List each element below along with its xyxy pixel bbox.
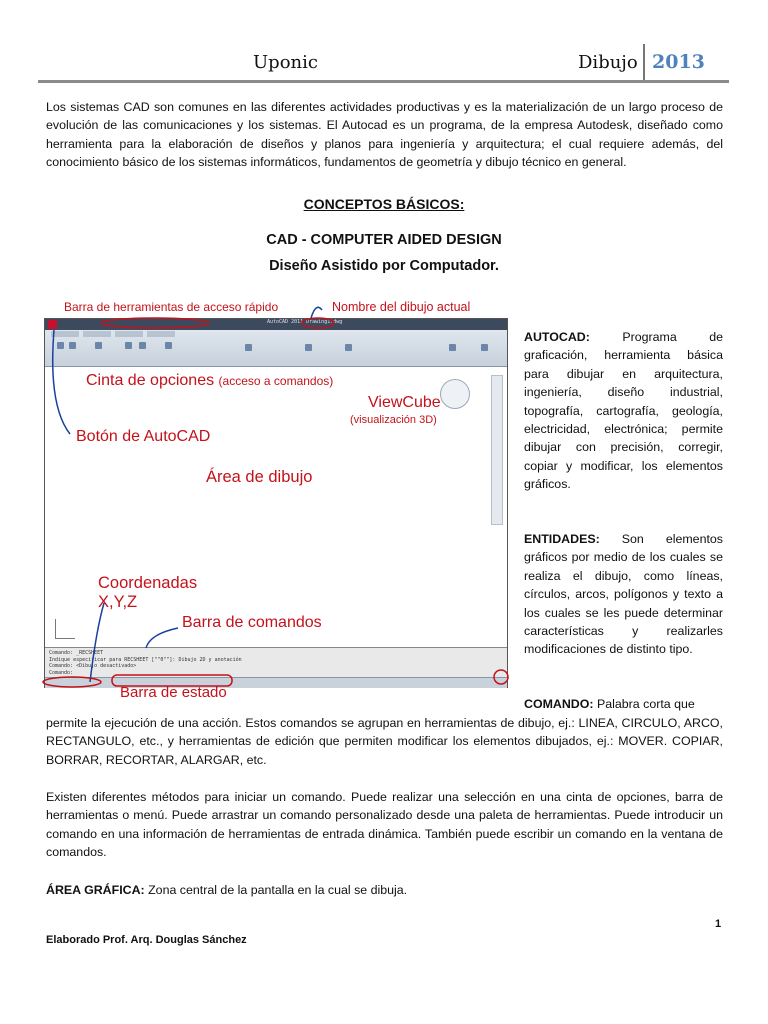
comando-paragraph-start: COMANDO: Palabra corta que xyxy=(524,697,695,711)
corner-oval xyxy=(494,670,508,684)
label-barra-estado: Barra de estado xyxy=(120,684,227,701)
area-grafica-paragraph: ÁREA GRÁFICA: Zona central de la pantalla en la cual se dibuja. xyxy=(46,883,408,897)
command-line: Comando: xyxy=(49,669,74,676)
page-number: 1 xyxy=(715,918,722,930)
label-area-dibujo: Área de dibujo xyxy=(206,468,313,486)
metodos-paragraph: Existen diferentes métodos para iniciar un comando. Puede realizar una selección en una cinta de opciones, barra de herramientas o menú. Puede arrastrar un comando personalizado desde una paleta de herramientas. Puede introducir un comando en una información de herramientas de entrada dinámica. También puede escribir un comando en la ventana de comandos. xyxy=(46,790,723,860)
titlebar-text: AutoCAD 2011 Drawing1.dwg xyxy=(267,319,343,325)
footer-author: Elaborado Prof. Arq. Douglas Sánchez xyxy=(46,934,247,946)
heading-diseno: Diseño Asistido por Computador. xyxy=(269,258,499,274)
entidades-paragraph: ENTIDADES: Son elementos gráficos por medio de los cuales se realiza el dibujo, como líneas, círculos, arcos, polígonos y texto a los cuales se les puede determinar características y realizarles modificaciones de distinto tipo. xyxy=(524,532,723,657)
command-line: Comando: _RECSHEET xyxy=(49,650,104,656)
quick-access-oval xyxy=(101,318,209,328)
autocad-interface-figure xyxy=(40,296,510,700)
header-divider xyxy=(643,44,645,82)
header-year: 2013 xyxy=(652,51,705,73)
label-viewcube: ViewCube xyxy=(368,394,441,411)
label-nombre-dibujo: Nombre del dibujo actual xyxy=(332,300,471,314)
comando-paragraph-rest: permite la ejecución de una acción. Estos comandos se agrupan en herramientas de dibujo, ej.: LINEA, CIRCULO, ARCO, RECTANGULO, etc., y herramientas de edición que permiten modificar los elementos dibujados, ej.: MOVER. COPIAR, BORRAR, RECORTAR, ALARGAR, etc. xyxy=(46,716,723,767)
label-cinta: Cinta de opciones (acceso a comandos) xyxy=(86,372,334,389)
autocad-paragraph: AUTOCAD: Programa de graficación, herramienta básica para dibujar en arquitectura, ingeniería, diseño industrial, topografía, cartografía, geología, electricidad, electrónica; permite dibujar con precisión, corregir, copiar y modificar, los elementos gráficos. xyxy=(524,330,723,492)
command-line: Comando: <Dibujo desactivado> xyxy=(49,663,137,669)
label-barra-comandos: Barra de comandos xyxy=(182,614,322,631)
label-viewcube-sub: (visualización 3D) xyxy=(350,414,437,426)
coordinates-oval xyxy=(43,677,101,687)
header-rule xyxy=(38,80,729,83)
heading-conceptos: CONCEPTOS BÁSICOS: xyxy=(303,196,465,212)
header-right-title: Dibujo xyxy=(578,52,638,73)
coordinates-arrow xyxy=(90,603,104,682)
drawing-name-oval xyxy=(302,318,334,328)
header-left-title: Uponic xyxy=(253,52,318,73)
command-line: Indique especificar para RECSHEET [""0""]: Dibujo 2D y anotación xyxy=(49,656,242,663)
annotation-overlay xyxy=(40,296,510,700)
heading-cad: CAD - COMPUTER AIDED DESIGN xyxy=(266,232,502,248)
intro-paragraph: Los sistemas CAD son comunes en las diferentes actividades productivas y es la materialización de un largo proceso de evolución de las comunicaciones y los sistemas. El Autocad es un programa, de la empresa Autodesk, diseñado como herramienta para la elaboración de diseños y planos para ingeniería y arquitectura; el cual requiere además, del conocimiento básico de los sistemas informáticos, fundamentos de geometría y dibujo técnico en general. xyxy=(46,100,723,170)
label-boton-autocad: Botón de AutoCAD xyxy=(76,428,211,445)
drawing-name-arrow xyxy=(311,307,322,318)
button-arrow xyxy=(53,330,70,434)
command-bar-arrow xyxy=(146,628,178,648)
label-coordenadas: Coordenadas xyxy=(98,574,198,592)
label-barra-acceso: Barra de herramientas de acceso rápido xyxy=(64,300,279,314)
label-xyz: X,Y,Z xyxy=(98,593,138,611)
